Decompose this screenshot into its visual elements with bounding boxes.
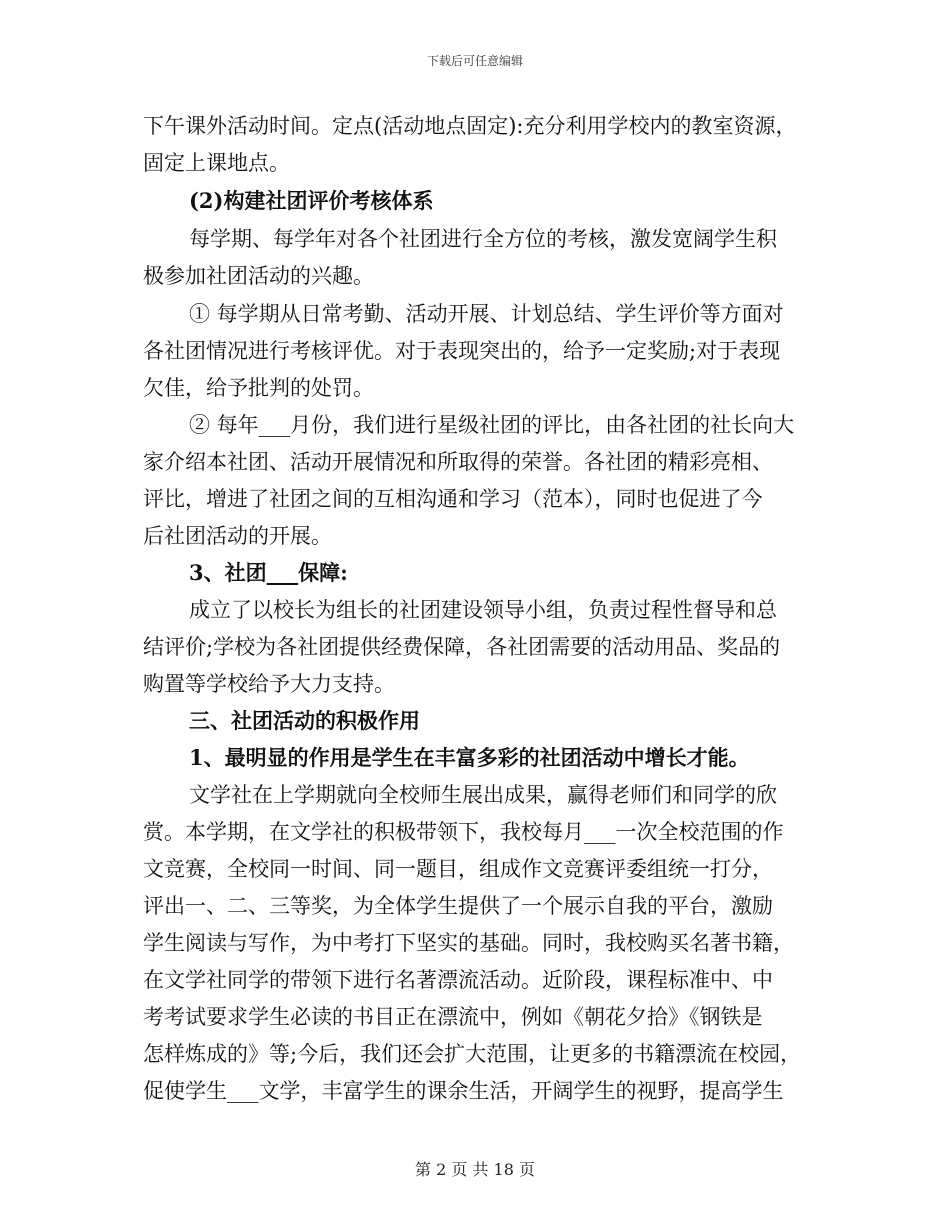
paragraph-line: ② 每年___月份，我们进行星级社团的评比，由各社团的社长向大 (189, 413, 795, 437)
section-heading: 1、最明显的作用是学生在丰富多彩的社团活动中增长才能。 (189, 745, 750, 770)
paragraph-line: 各社团情况进行考核评优。对于表现突出的，给予一定奖励;对于表现 (143, 339, 781, 363)
paragraph-line: 欠佳，给予批判的处罚。 (143, 376, 374, 400)
paragraph-line: 怎样炼成的》等;今后，我们还会扩大范围，让更多的书籍漂流在校园， (143, 1042, 802, 1066)
paragraph-line: 在文学社同学的带领下进行名著漂流活动。近阶段，课程标准中、中 (143, 968, 773, 992)
section-heading: 三、社团活动的积极作用 (189, 708, 420, 733)
paragraph-line: 评出一、二、三等奖，为全体学生提供了一个展示自我的平台，激励 (143, 894, 773, 918)
paragraph-line: 成立了以校长为组长的社团建设领导小组，负责过程性督导和总 (189, 598, 777, 622)
paragraph-line: 购置等学校给予大力支持。 (143, 672, 395, 696)
paragraph-line: 每学期、每学年对各个社团进行全方位的考核，激发宽阔学生积 (189, 227, 777, 251)
page-footer: 第 2 页 共 18 页 (415, 1160, 535, 1179)
paragraph-line: ① 每学期从日常考勤、活动开展、计划总结、学生评价等方面对 (189, 302, 784, 326)
paragraph-line: 下午课外活动时间。定点(活动地点固定):充分利用学校内的教室资源， (143, 114, 797, 138)
paragraph-line: 家介绍本社团、活动开展情况和所取得的荣誉。各社团的精彩亮相、 (143, 450, 773, 474)
paragraph-line: 学生阅读与写作，为中考打下坚实的基础。同时，我校购买名著书籍， (143, 931, 794, 955)
paragraph-line: 促使学生___文学，丰富学生的课余生活，开阔学生的视野，提高学生 (143, 1079, 784, 1103)
section-heading: (2)构建社团评价考核体系 (189, 188, 434, 213)
paragraph-line: 结评价;学校为各社团提供经费保障，各社团需要的活动用品、奖品的 (143, 635, 781, 659)
paragraph-line: 评比，增进了社团之间的互相沟通和学习（范本），同时也促进了今 (143, 487, 763, 511)
paragraph-line: 后社团活动的开展。 (143, 524, 332, 548)
paragraph-line: 文学社在上学期就向全校师生展出成果，赢得老师们和同学的欣 (189, 783, 777, 807)
paragraph-line: 文竞赛，全校同一时间、同一题目，组成作文竞赛评委组统一打分， (143, 857, 773, 881)
paragraph-line: 极参加社团活动的兴趣。 (143, 264, 374, 288)
paragraph-line: 固定上课地点。 (143, 151, 290, 175)
paragraph-line: 考考试要求学生必读的书目正在漂流中，例如《朝花夕拾》《钢铁是 (143, 1005, 763, 1029)
page-header: 下载后可任意编辑 (426, 54, 523, 68)
paragraph-line: 赏。本学期，在文学社的积极带领下，我校每月___一次全校范围的作 (143, 820, 784, 844)
section-heading: 3、社团___保障: (189, 560, 348, 585)
